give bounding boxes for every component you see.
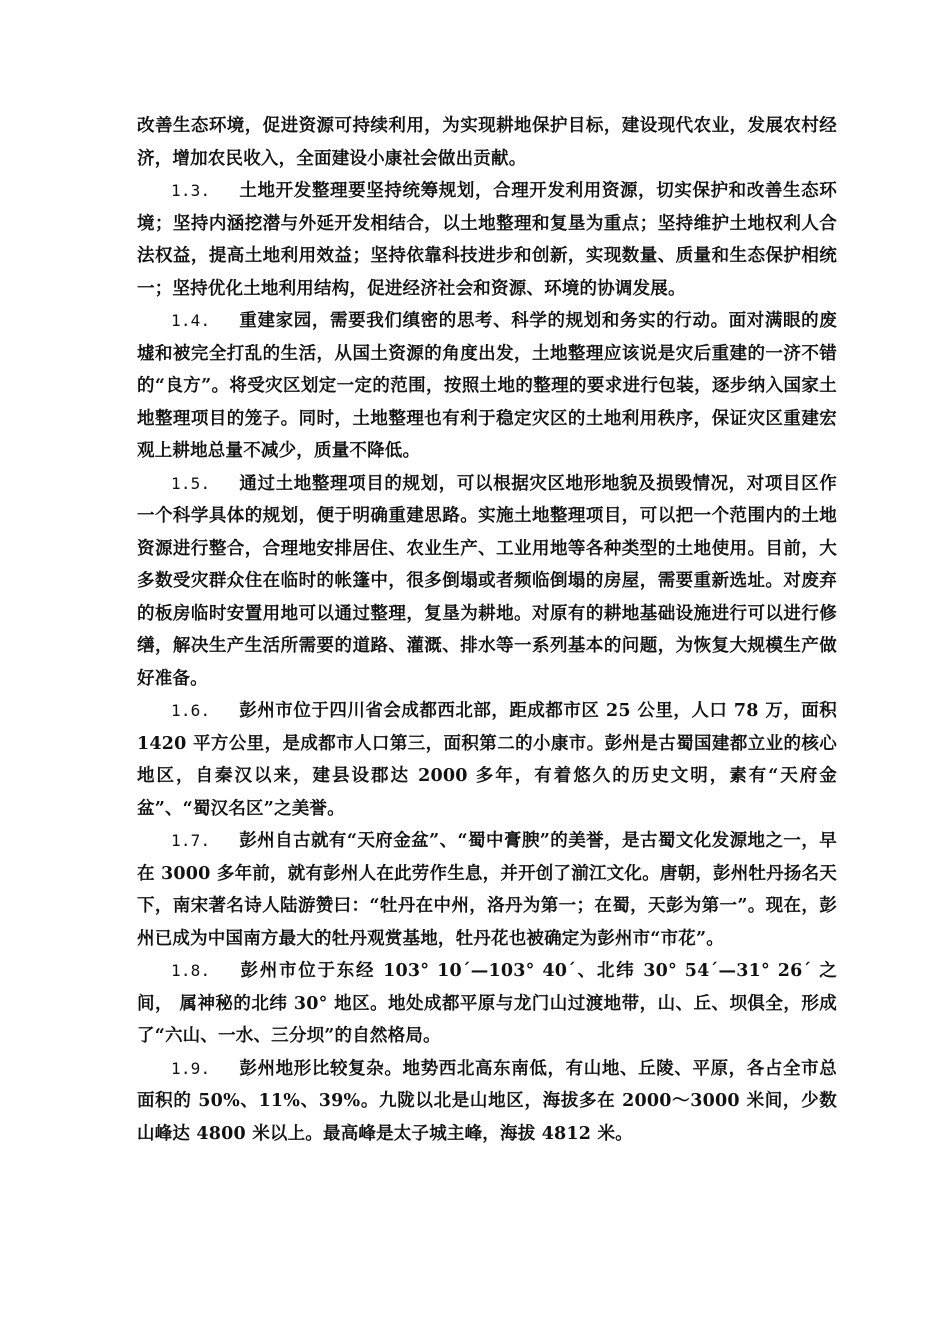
paragraph-text: 通过土地整理项目的规划，可以根据灾区地形地貌及损毁情况，对项目区作一个科学具体的规划，便于明确重建思路。实施土地整理项目，可以把一个范围内的土地资源进行整合，合理地安排居住、农业生产、工业用地等各种类型的土地使用。目前，大多数受灾群众住在临时的帐篷中，很多倒塌或者频临倒塌的房屋，需要重新选址。对废弃的板房临时安置用地可以通过整理，复垦为耕地。对原有的耕地基础设施进行可以进行修缮，解决生产生活所需要的道路、灌溉、排水等一系列基本的问题，为恢复大规模生产做好准备。 [137,473,837,689]
paragraph-1-5 [137,468,837,696]
paragraph-text: 彭州自古就有“天府金盆”、“蜀中膏腴”的美誉，是古蜀文化发源地之一，早在 3000 多年前，就有彭州人在此劳作生息，并开创了湔江文化。唐朝，彭州牡丹扬名天下，南宋著名诗人陆游赞曰：“牡丹在中州，洛丹为第一；在蜀，天彭为第一”。现在，彭州已成为中国南方最大的牡丹观赏基地，牡丹花也被确定为彭州市“市花”。 [137,831,837,949]
paragraph-1-9 [137,1053,837,1151]
paragraph-1-8 [137,955,837,1053]
paragraph-number: 1.4. [171,311,211,330]
paragraph-1-6 [137,695,837,825]
paragraph-text: 彭州市位于东经 103° 10´—103° 40´、北纬 30° 54´—31° 26´ 之间， 属神秘的北纬 30° 地区。地处成都平原与龙门山过渡地带，山、丘、坝俱全，形成了“六山、一水、三分坝”的自然格局。 [137,961,837,1046]
paragraph-1-4 [137,305,837,468]
paragraph-text: 重建家园，需要我们缜密的思考、科学的规划和务实的行动。面对满眼的废墟和被完全打乱的生活，从国土资源的角度出发，土地整理应该说是灾后重建的一济不错的“良方”。将受灾区划定一定的范围，按照土地的整理的要求进行包装，逐步纳入国家土地整理项目的笼子。同时，土地整理也有利于稳定灾区的土地利用秩序，保证灾区重建宏观上耕地总量不减少，质量不降低。 [137,311,837,461]
paragraph-text: 土地开发整理要坚持统筹规划，合理开发利用资源，切实保护和改善生态环境；坚持内涵挖潜与外延开发相结合，以土地整理和复垦为重点；坚持维护土地权利人合法权益，提高土地利用效益；坚持依靠科技进步和创新，实现数量、质量和生态保护相统一；坚持优化土地利用结构，促进经济社会和资源、环境的协调发展。 [137,181,837,299]
paragraph-number: 1.5. [171,473,211,493]
paragraph-text: 彭州地形比较复杂。地势西北高东南低，有山地、丘陵、平原，各占全市总面积的 50%、11%、39%。九陇以北是山地区，海拔多在 2000～3000 米间，少数山峰达 4800 米以上。最高峰是太子城主峰，海拔 4812 米。 [137,1058,837,1144]
paragraph-1-3 [137,175,837,305]
paragraph-number: 1.9. [171,1058,211,1078]
paragraph-text: 改善生态环境，促进资源可持续利用，为实现耕地保护目标，建设现代农业，发展农村经济，增加农民收入，全面建设小康社会做出贡献。 [137,116,837,169]
paragraph-1-7 [137,825,837,955]
paragraph-text: 彭州市位于四川省会成都西北部，距成都市区 25 公里，人口 78 万，面积 1420 平方公里，是成都市人口第三，面积第二的小康市。彭州是古蜀国建都立业的核心地区，自秦汉以来，建县设郡达 2000 多年，有着悠久的历史文明，素有“天府金盆”、“蜀汉名区”之美誉。 [137,701,837,819]
paragraph-number: 1.7. [171,831,211,850]
paragraph-number: 1.8. [171,961,211,980]
document-body [137,110,837,1150]
paragraph-number: 1.6. [171,701,211,720]
paragraph-number: 1.3. [171,181,211,200]
paragraph-continuation [137,110,837,175]
